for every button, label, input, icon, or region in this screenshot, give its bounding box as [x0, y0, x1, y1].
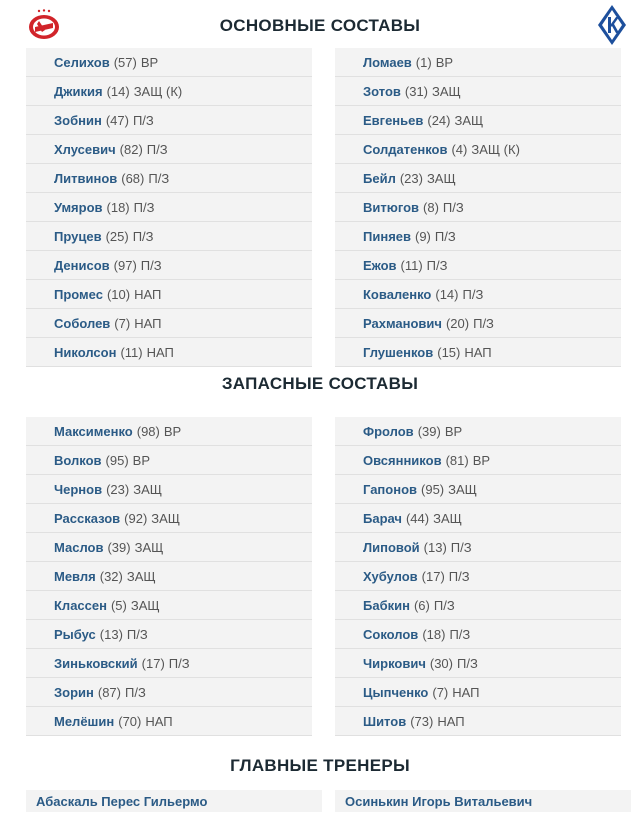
player-row	[335, 251, 621, 280]
player-name-link[interactable]: Ломаев	[363, 54, 412, 70]
player-row	[335, 591, 621, 620]
player-number: (23)	[106, 481, 130, 497]
player-number: (7)	[432, 684, 449, 700]
player-position: П/З	[132, 228, 154, 244]
player-number: (11)	[120, 344, 143, 360]
player-number: (32)	[99, 568, 123, 584]
player-row	[26, 106, 312, 135]
player-number: (14)	[106, 83, 130, 99]
away-substitutes-list	[335, 417, 621, 736]
player-name-link[interactable]: Шитов	[363, 713, 407, 729]
player-name-link[interactable]: Соколов	[363, 626, 419, 642]
player-row	[26, 48, 312, 77]
player-position: П/З	[449, 626, 471, 642]
player-position: П/З	[168, 655, 190, 671]
krylia-sovetov-logo-icon[interactable]	[597, 4, 627, 46]
player-position: ЗАЩ	[448, 481, 477, 497]
player-row	[26, 504, 312, 533]
player-number: (70)	[118, 713, 142, 729]
player-name-link[interactable]: Липовой	[363, 539, 420, 555]
player-name-link[interactable]: Фролов	[363, 423, 414, 439]
player-name-link[interactable]: Пиняев	[363, 228, 411, 244]
player-position: П/З	[132, 112, 154, 128]
player-position: ЗАЩ (К)	[133, 83, 183, 99]
player-number: (24)	[427, 112, 451, 128]
player-number: (25)	[105, 228, 129, 244]
starting-lineups	[0, 48, 640, 368]
player-number: (17)	[141, 655, 165, 671]
player-position: ЗАЩ	[151, 510, 180, 526]
player-position: П/З	[140, 257, 162, 273]
player-position: П/З	[462, 286, 484, 302]
player-name-link[interactable]: Хубулов	[363, 568, 418, 584]
player-position: ЗАЩ	[433, 510, 462, 526]
player-number: (97)	[113, 257, 137, 273]
player-row	[26, 135, 312, 164]
player-position: ЗАЩ (К)	[471, 141, 520, 157]
player-number: (9)	[415, 228, 431, 244]
player-row	[26, 591, 312, 620]
player-row	[26, 446, 312, 475]
player-row	[26, 649, 312, 678]
player-number: (1)	[415, 54, 432, 70]
player-name-link[interactable]: Зобнин	[54, 112, 102, 128]
player-number: (95)	[105, 452, 129, 468]
player-position: П/З	[125, 684, 146, 700]
player-name-link[interactable]: Зиньковский	[54, 655, 138, 671]
player-row	[26, 533, 312, 562]
player-position: П/З	[473, 315, 494, 331]
player-number: (87)	[97, 684, 121, 700]
player-position: ЗАЩ	[426, 170, 456, 186]
player-name-link[interactable]: Умяров	[54, 199, 103, 215]
player-row	[335, 707, 621, 736]
player-position: ЗАЩ	[134, 539, 164, 555]
player-name-link[interactable]: Чиркович	[363, 655, 426, 671]
player-name-link[interactable]: Зотов	[363, 83, 401, 99]
player-position: ВР	[140, 54, 159, 70]
player-row	[26, 309, 312, 338]
player-number: (81)	[445, 452, 469, 468]
player-row	[335, 77, 621, 106]
player-name-link[interactable]: Классен	[54, 597, 107, 613]
player-row	[26, 338, 312, 367]
starting-lineups-title: ОСНОВНЫЕ СОСТАВЫ	[219, 16, 421, 35]
player-row	[335, 620, 621, 649]
player-number: (17)	[421, 568, 445, 584]
home-starting-list	[26, 48, 312, 367]
player-row	[335, 533, 621, 562]
player-row	[335, 562, 621, 591]
player-position: П/З	[457, 655, 478, 671]
substitutes-header	[0, 368, 640, 417]
player-row	[335, 48, 621, 77]
player-row	[335, 280, 621, 309]
player-position: ЗАЩ	[126, 568, 156, 584]
player-position: НАП	[145, 713, 173, 729]
player-number: (95)	[421, 481, 445, 497]
home-coach[interactable]: Абаскаль Перес Гильермо	[26, 790, 322, 812]
lineups-header	[0, 0, 640, 48]
player-number: (10)	[106, 286, 131, 302]
player-number: (39)	[417, 423, 441, 439]
player-name-link[interactable]: Пруцев	[54, 228, 102, 244]
player-name-link[interactable]: Максименко	[54, 423, 133, 439]
player-row	[335, 135, 621, 164]
player-position: П/З	[126, 626, 148, 642]
player-name-link[interactable]: Соболев	[54, 315, 111, 331]
player-name-link[interactable]: Евгеньев	[363, 112, 424, 128]
player-number: (98)	[136, 423, 160, 439]
substitutes-lineups	[0, 417, 640, 737]
player-name-link[interactable]: Промес	[54, 286, 103, 302]
player-name-link[interactable]: Зорин	[54, 684, 94, 700]
player-position: П/З	[148, 170, 170, 186]
player-position: НАП	[134, 315, 162, 331]
away-coach[interactable]: Осинькин Игорь Витальевич	[335, 790, 631, 812]
player-name-link[interactable]: Барач	[363, 510, 402, 526]
player-number: (23)	[399, 170, 423, 186]
player-row	[26, 251, 312, 280]
player-position: ВР	[444, 423, 463, 439]
player-row	[335, 338, 621, 367]
player-name-link[interactable]: Бейл	[363, 170, 396, 186]
player-row	[335, 164, 621, 193]
player-name-link[interactable]: Джикия	[54, 83, 103, 99]
player-row	[335, 193, 621, 222]
player-position: П/З	[448, 568, 470, 584]
player-position: НАП	[437, 713, 465, 729]
player-number: (5)	[110, 597, 127, 613]
substitutes-title: ЗАПАСНЫЕ СОСТАВЫ	[221, 374, 419, 393]
player-row	[26, 222, 312, 251]
player-name-link[interactable]: Коваленко	[363, 286, 432, 302]
away-starting-list	[335, 48, 621, 367]
player-number: (7)	[114, 315, 131, 331]
player-name-link[interactable]: Мевля	[54, 568, 96, 584]
player-row	[26, 164, 312, 193]
player-number: (44)	[405, 510, 430, 526]
player-number: (4)	[451, 141, 468, 157]
player-position: ВР	[472, 452, 491, 468]
player-position: ВР	[435, 54, 454, 70]
player-number: (13)	[99, 626, 123, 642]
player-number: (82)	[119, 141, 143, 157]
player-row	[335, 678, 621, 707]
player-name-link[interactable]: Цыпченко	[363, 684, 429, 700]
player-row	[335, 106, 621, 135]
player-row	[335, 417, 621, 446]
player-position: ЗАЩ	[133, 481, 162, 497]
player-name-link[interactable]: Маслов	[54, 539, 104, 555]
player-number: (13)	[423, 539, 447, 555]
player-name-link[interactable]: Рыбус	[54, 626, 96, 642]
player-row	[26, 280, 312, 309]
player-position: ВР	[132, 452, 150, 468]
player-name-link[interactable]: Селихов	[54, 54, 110, 70]
player-number: (39)	[107, 539, 131, 555]
player-name-link[interactable]: Солдатенков	[363, 141, 448, 157]
player-name-link[interactable]: Рахманович	[363, 315, 442, 331]
player-position: НАП	[134, 286, 162, 302]
player-name-link[interactable]: Овсянников	[363, 452, 442, 468]
player-name-link[interactable]: Гапонов	[363, 481, 418, 497]
player-position: НАП	[146, 344, 174, 360]
player-number: (47)	[105, 112, 129, 128]
player-row	[26, 193, 312, 222]
player-row	[26, 707, 312, 736]
player-number: (30)	[429, 655, 453, 671]
player-number: (31)	[404, 83, 429, 99]
coaches-title: ГЛАВНЫЕ ТРЕНЕРЫ	[230, 756, 410, 775]
player-number: (68)	[121, 170, 145, 186]
player-row	[335, 504, 621, 533]
player-number: (11)	[400, 257, 423, 273]
player-name-link[interactable]: Литвинов	[54, 170, 118, 186]
player-position: П/З	[146, 141, 168, 157]
player-name-link[interactable]: Денисов	[54, 257, 110, 273]
player-name-link[interactable]: Бабкин	[363, 597, 410, 613]
player-number: (20)	[445, 315, 470, 331]
player-row	[26, 77, 312, 106]
player-position: ЗАЩ	[454, 112, 484, 128]
player-position: ЗАЩ	[432, 83, 461, 99]
player-row	[335, 475, 621, 504]
player-name-link[interactable]: Волков	[54, 452, 102, 468]
player-name-link[interactable]: Мелёшин	[54, 713, 115, 729]
player-name-link[interactable]: Хлусевич	[54, 141, 116, 157]
player-name-link[interactable]: Чернов	[54, 481, 103, 497]
player-number: (73)	[410, 713, 434, 729]
player-row	[335, 309, 621, 338]
player-position: ВР	[163, 423, 182, 439]
player-number: (8)	[423, 199, 439, 215]
player-name-link[interactable]: Ежов	[363, 257, 397, 273]
player-number: (18)	[106, 199, 130, 215]
player-row	[26, 620, 312, 649]
player-name-link[interactable]: Глушенков	[363, 344, 434, 360]
player-row	[26, 678, 312, 707]
player-number: (92)	[124, 510, 148, 526]
player-number: (6)	[413, 597, 430, 613]
player-position: П/З	[442, 199, 464, 215]
player-row	[335, 446, 621, 475]
player-row	[335, 649, 621, 678]
player-name-link[interactable]: Рассказов	[54, 510, 121, 526]
player-row	[26, 475, 312, 504]
player-position: П/З	[426, 257, 448, 273]
player-number: (57)	[113, 54, 137, 70]
player-number: (18)	[422, 626, 446, 642]
player-name-link[interactable]: Николсон	[54, 344, 117, 360]
player-number: (14)	[435, 286, 459, 302]
player-row	[26, 562, 312, 591]
player-row	[335, 222, 621, 251]
player-row	[26, 417, 312, 446]
player-position: ЗАЩ	[130, 597, 160, 613]
player-position: НАП	[452, 684, 480, 700]
player-position: П/З	[434, 228, 456, 244]
player-position: НАП	[464, 344, 492, 360]
player-name-link[interactable]: Витюгов	[363, 199, 420, 215]
player-position: П/З	[133, 199, 155, 215]
player-position: П/З	[433, 597, 455, 613]
player-number: (15)	[437, 344, 461, 360]
home-substitutes-list	[26, 417, 312, 736]
player-position: П/З	[450, 539, 472, 555]
